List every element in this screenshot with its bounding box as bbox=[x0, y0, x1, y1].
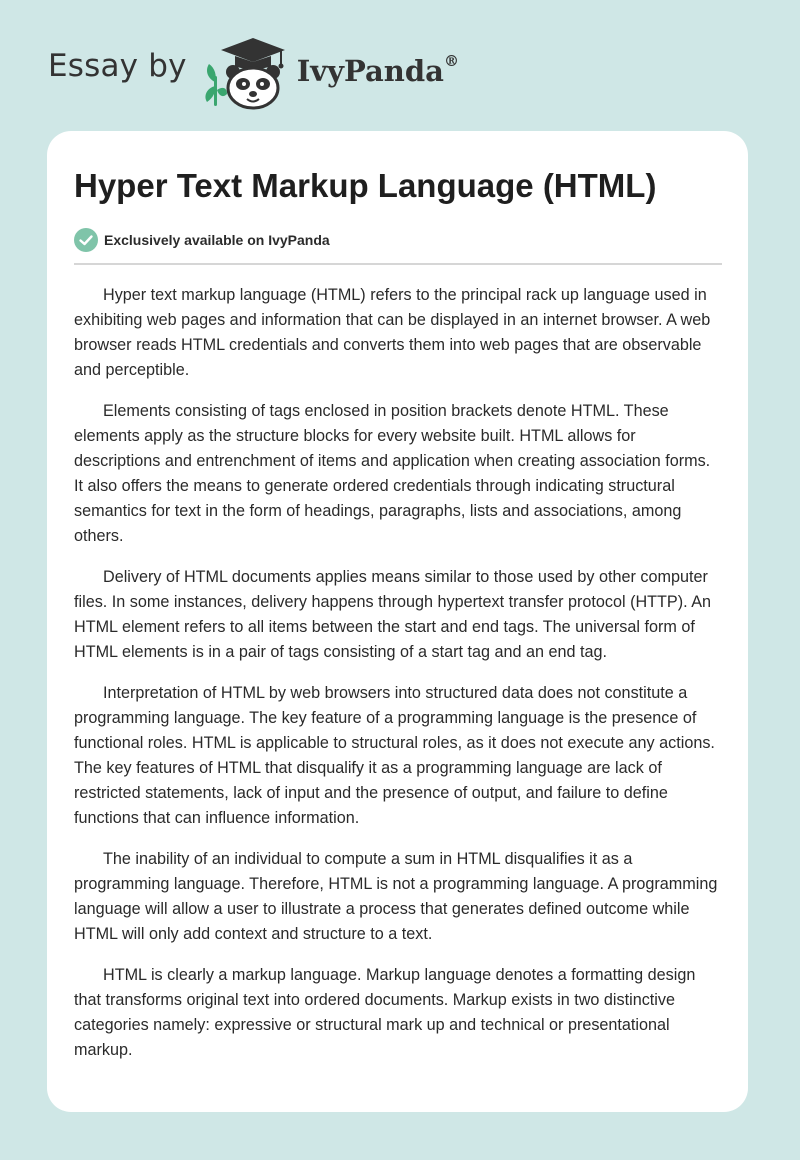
paragraph-2: Elements consisting of tags enclosed in position brackets denote HTML. These elements apply as the structure blocks for every website built. HTML allows for descriptions and entrenchment of items and application when creating association forms. It also offers the means to generate ordered credentials through indicating structural semantics for text in the form of headings, paragraphs, lists and associations, among others. bbox=[74, 402, 711, 545]
paragraph-4: Interpretation of HTML by web browsers into structured data does not constitute a programming language. The key feature of a programming language is the presence of functional roles. HTML is applicable to structural roles, as it does not execute any actions. The key features of HTML that disqualify it as a programming language are lack of restricted statements, lack of input and the presence of output, and failure to define functions that can influence information. bbox=[74, 684, 715, 827]
paragraph-5: The inability of an individual to compute a sum in HTML disqualifies it as a programming language. Therefore, HTML is not a programming language. A programming language will allow a user to illustrate a process that generates defined outcome while HTML will only add context and structure to a text. bbox=[74, 850, 718, 943]
panda-logo-icon[interactable] bbox=[201, 30, 293, 110]
site-header bbox=[48, 30, 459, 110]
essay-card bbox=[47, 131, 748, 1112]
paragraph-6: HTML is clearly a markup language. Markup language denotes a formatting design that transforms original text into ordered documents. Markup exists in two distinctive categories namely: expressive or structural mark up and technical or presentational markup. bbox=[74, 966, 696, 1059]
badge-text: Exclusively available on IvyPanda bbox=[104, 232, 330, 248]
graduation-cap-icon bbox=[221, 38, 285, 69]
panda-head-icon bbox=[226, 65, 280, 108]
essay-by-label: Essay by bbox=[48, 48, 187, 84]
paragraph-1: Hyper text markup language (HTML) refers to the principal rack up language used in exhibiting web pages and information that can be displayed in an internet browser. A web browser reads HTML credentials and converts them into web pages that are observable and perceptible. bbox=[74, 286, 711, 379]
exclusive-badge bbox=[74, 227, 722, 253]
leaf-icon bbox=[205, 64, 227, 106]
brand-name-text: IvyPanda bbox=[296, 54, 444, 88]
brand-name[interactable] bbox=[297, 54, 459, 88]
check-circle-icon bbox=[74, 228, 98, 252]
paragraph-3: Delivery of HTML documents applies means similar to those used by other computer files. In some instances, delivery happens through hypertext transfer protocol (HTTP). An HTML element refers to all items between the start and end tags. The universal form of HTML elements is in a pair of tags consisting of a start tag and an end tag. bbox=[74, 568, 712, 661]
page-title: Hyper Text Markup Language (HTML) bbox=[74, 167, 657, 204]
registered-mark: ® bbox=[443, 52, 459, 70]
divider bbox=[74, 263, 722, 265]
